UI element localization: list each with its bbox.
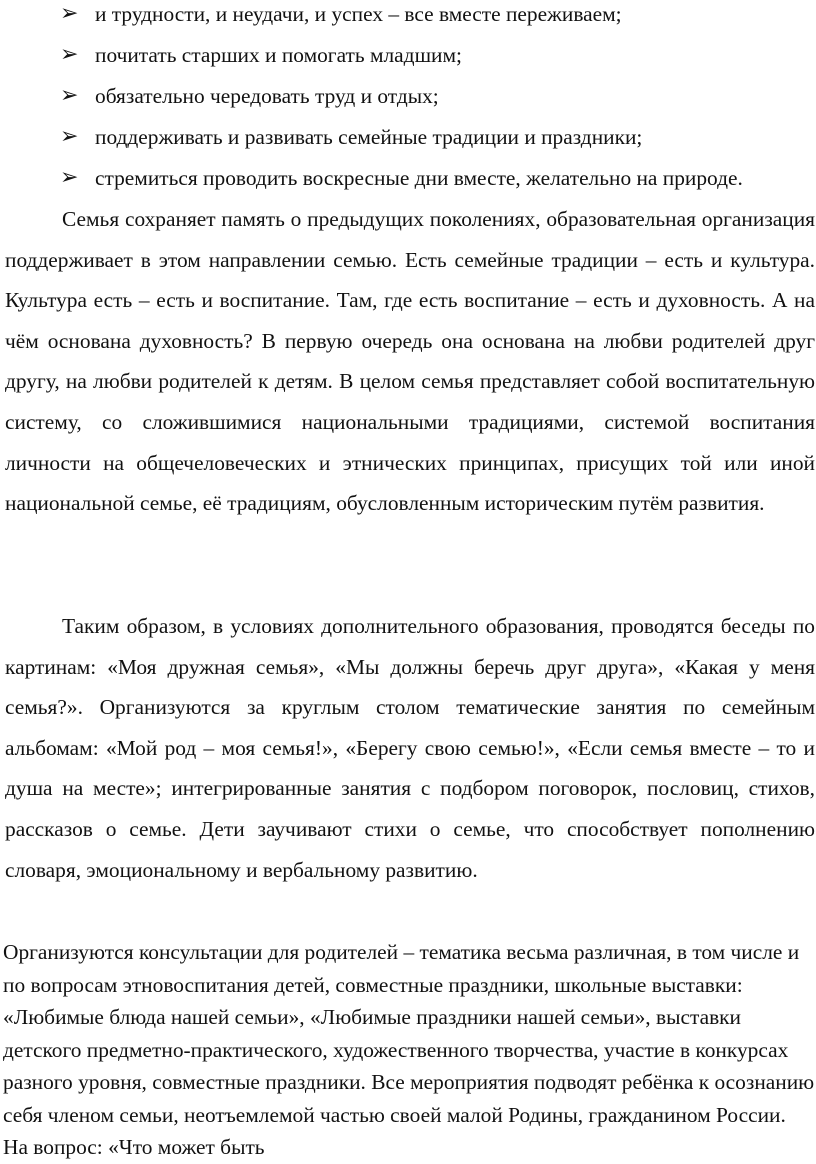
arrow-bullet-icon: ➢ [60, 1, 79, 26]
arrow-bullet-icon: ➢ [60, 165, 79, 190]
list-item-text: почитать старших и помогать младшим; [95, 43, 462, 67]
paragraph-additional-education: Таким образом, в условиях дополнительного образования, проводятся беседы по картинам: «Моя дружная семья», «Мы должны беречь друг друга», «Какая у меня семья?». Организуются за круглым столом тематические занятия по семейным альбомам: «Мой род – моя семья!», «Берегу свою семью!», «Если семья вместе – то и душа на месте»; интегрированные занятия с подбором поговорок, пословиц, стихов, рассказов о семье. Дети заучивают стихи о семье, что способствует пополнению словаря, эмоциональному и вербальному развитию. [5, 614, 815, 882]
list-item [0, 76, 816, 116]
list-item [0, 0, 816, 34]
arrow-bullet-icon: ➢ [60, 83, 79, 108]
list-item-text: поддерживать и развивать семейные традиции и праздники; [95, 125, 643, 149]
list-item-text: стремиться проводить воскресные дни вместе, желательно на природе. [95, 166, 743, 190]
paragraph-parent-consultations: Организуются консультации для родителей – тематика весьма различная, в том числе и по вопросам этновоспитания детей, совместные праздники, школьные выставки: «Любимые блюда нашей семьи», «Любимые праздники нашей семьи», выставки детского предметно-практического, художественного творчества, участие в конкурсах разного уровня, совместные праздники. Все мероприятия подводят ребёнка к осознанию себя членом семьи, неотъемлемой частью своей малой Родины, гражданином России. На вопрос: «Что может быть [3, 940, 815, 1159]
list-item-text: и трудности, и неудачи, и успех – все вместе переживаем; [95, 2, 622, 26]
paragraph-family-memory: Семья сохраняет память о предыдущих поколениях, образовательная организация поддерживает в этом направлении семью. Есть семейные традиции – есть и культура. Культура есть – есть и воспитание. Там, где есть воспитание – есть и духовность. А на чём основана духовность? В первую очередь она основана на любви родителей друг другу, на любви родителей к детям. В целом семья представляет собой воспитательную систему, со сложившимися национальными традициями, системой воспитания личности на общечеловеческих и этнических принципах, присущих той или иной национальной семье, её традициям, обусловленным историческим путём развития. [5, 207, 815, 516]
list-item [0, 158, 816, 198]
list-item [0, 35, 816, 75]
list-item [0, 117, 816, 157]
arrow-bullet-icon: ➢ [60, 124, 79, 149]
arrow-bullet-icon: ➢ [60, 42, 79, 67]
list-item-text: обязательно чередовать труд и отдых; [95, 84, 439, 108]
